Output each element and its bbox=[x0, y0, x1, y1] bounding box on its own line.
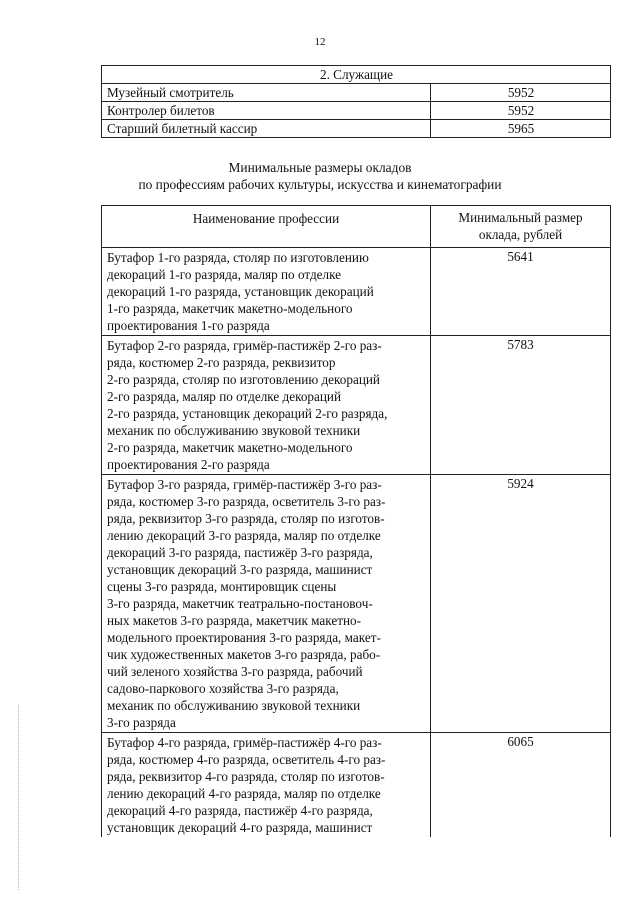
description-line: ряда, реквизитор 3-го разряда, столяр по изготов- bbox=[107, 511, 385, 526]
profession-name: Старший билетный кассир bbox=[102, 120, 431, 138]
salary-value: 5641 bbox=[431, 248, 611, 336]
table-header-row bbox=[102, 206, 611, 248]
description-line: проектирования 2-го разряда bbox=[107, 457, 270, 472]
table-row bbox=[102, 84, 611, 102]
description-line: декораций 3-го разряда, пастижёр 3-го разряда, bbox=[107, 545, 373, 560]
description-line: ряда, костюмер 4-го разряда, осветитель 4-го раз- bbox=[107, 752, 386, 767]
description-line: 2-го разряда, макетчик макетно-модельного bbox=[107, 440, 353, 455]
description-line: Бутафор 4-го разряда, гримёр-пастижёр 4-го раз- bbox=[107, 735, 382, 750]
description-line: Бутафор 1-го разряда, столяр по изготовлению bbox=[107, 250, 369, 265]
table-row bbox=[102, 120, 611, 138]
description-line: чик художественных макетов 3-го разряда, рабо- bbox=[107, 647, 381, 662]
description-line: 3-го разряда, макетчик театрально-постановоч- bbox=[107, 596, 373, 611]
description-line: декораций 1-го разряда, установщик декораций bbox=[107, 284, 374, 299]
column-header-profession: Наименование профессии bbox=[102, 206, 431, 248]
description-line: модельного проектирования 3-го разряда, макет- bbox=[107, 630, 381, 645]
table-row bbox=[102, 248, 611, 336]
scan-margin-dots bbox=[18, 705, 21, 890]
description-line: садово-паркового хозяйства 3-го разряда, bbox=[107, 681, 339, 696]
section-title bbox=[0, 159, 640, 193]
salary-value: 5965 bbox=[431, 120, 611, 138]
profession-description bbox=[102, 475, 431, 733]
description-line: ряда, костюмер 2-го разряда, реквизитор bbox=[107, 355, 336, 370]
salary-value: 6065 bbox=[431, 733, 611, 838]
servants-table bbox=[101, 65, 611, 138]
description-line: сцены 3-го разряда, монтировщик сцены bbox=[107, 579, 337, 594]
description-line: декораций 4-го разряда, пастижёр 4-го разряда, bbox=[107, 803, 373, 818]
salary-value: 5783 bbox=[431, 336, 611, 475]
salary-value: 5952 bbox=[431, 84, 611, 102]
description-line: установщик декораций 3-го разряда, машинист bbox=[107, 562, 373, 577]
servants-section-heading-row bbox=[102, 66, 611, 84]
table-row bbox=[102, 336, 611, 475]
description-line: декораций 1-го разряда, маляр по отделке bbox=[107, 267, 342, 282]
description-line: лению декораций 3-го разряда, маляр по отделке bbox=[107, 528, 381, 543]
description-line: ряда, костюмер 3-го разряда, осветитель 3-го раз- bbox=[107, 494, 386, 509]
description-line: чий зеленого хозяйства 3-го разряда, рабочий bbox=[107, 664, 363, 679]
table-row bbox=[102, 102, 611, 120]
profession-description bbox=[102, 733, 431, 838]
column-header-salary bbox=[431, 206, 611, 248]
description-line: 1-го разряда, макетчик макетно-модельного bbox=[107, 301, 353, 316]
column-header-salary-line: Минимальный размер bbox=[458, 210, 583, 225]
description-line: проектирования 1-го разряда bbox=[107, 318, 270, 333]
description-line: 2-го разряда, столяр по изготовлению декораций bbox=[107, 372, 380, 387]
description-line: ряда, реквизитор 4-го разряда, столяр по изготов- bbox=[107, 769, 385, 784]
salary-value: 5952 bbox=[431, 102, 611, 120]
description-line: механик по обслуживанию звуковой техники bbox=[107, 698, 361, 713]
description-line: Бутафор 3-го разряда, гримёр-пастижёр 3-го раз- bbox=[107, 477, 382, 492]
section-title-line: по профессиям рабочих культуры, искусства и кинематографии bbox=[138, 177, 502, 192]
description-line: ных макетов 3-го разряда, макетчик макетно- bbox=[107, 613, 362, 628]
description-line: лению декораций 4-го разряда, маляр по отделке bbox=[107, 786, 381, 801]
description-line: 2-го разряда, маляр по отделке декораций bbox=[107, 389, 342, 404]
salary-table bbox=[101, 205, 611, 837]
section-title-line: Минимальные размеры окладов bbox=[228, 160, 412, 175]
description-line: Бутафор 2-го разряда, гримёр-пастижёр 2-го раз- bbox=[107, 338, 382, 353]
profession-name: Музейный смотритель bbox=[102, 84, 431, 102]
description-line: 2-го разряда, установщик декораций 2-го разряда, bbox=[107, 406, 388, 421]
table-row bbox=[102, 475, 611, 733]
salary-value: 5924 bbox=[431, 475, 611, 733]
description-line: установщик декораций 4-го разряда, машинист bbox=[107, 820, 373, 835]
servants-section-heading: 2. Служащие bbox=[102, 66, 611, 84]
profession-description bbox=[102, 248, 431, 336]
column-header-salary-line: оклада, рублей bbox=[478, 227, 563, 242]
description-line: 3-го разряда bbox=[107, 715, 176, 730]
profession-name: Контролер билетов bbox=[102, 102, 431, 120]
page-number: 12 bbox=[314, 36, 326, 48]
table-row bbox=[102, 733, 611, 838]
profession-description bbox=[102, 336, 431, 475]
description-line: механик по обслуживанию звуковой техники bbox=[107, 423, 361, 438]
